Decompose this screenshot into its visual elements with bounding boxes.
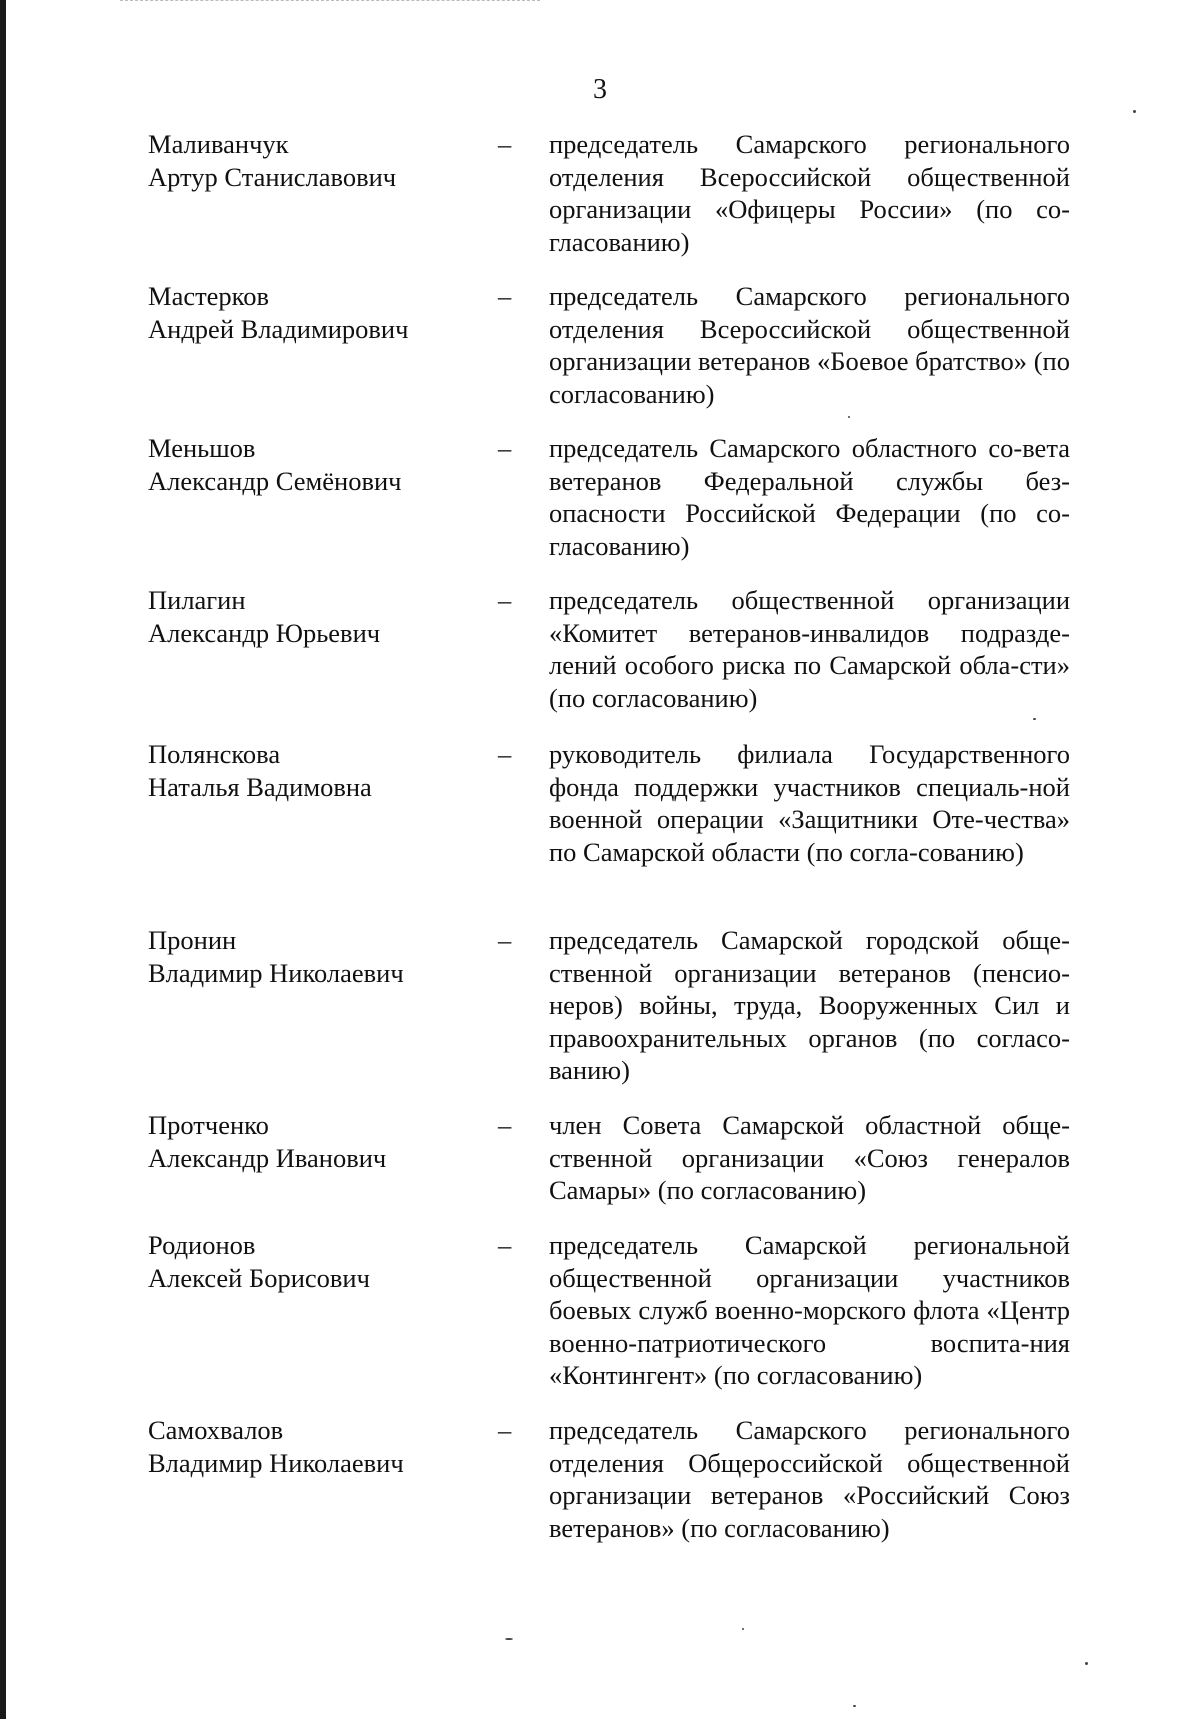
member-surname: Мастерков bbox=[148, 281, 269, 311]
member-name bbox=[148, 1109, 478, 1175]
member-name bbox=[148, 584, 478, 650]
entry-dash: – bbox=[498, 281, 512, 311]
entry-dash: – bbox=[498, 585, 512, 615]
entry-dash: – bbox=[498, 925, 512, 955]
member-position: председатель Самарской региональной общественной организации участников боевых служб военно-морского флота «Центр военно-патриотического воспита-ния «Контингент» (по согласованию) bbox=[549, 1230, 1070, 1391]
page-number: 3 bbox=[593, 74, 607, 105]
member-position: член Совета Самарской областной обще-ственной организации «Союз генералов Самары» (по согласованию) bbox=[549, 1110, 1070, 1206]
member-name bbox=[148, 432, 478, 498]
member-name bbox=[148, 1229, 478, 1295]
scan-speck bbox=[1085, 1662, 1088, 1665]
entry-dash: – bbox=[498, 129, 512, 159]
scan-speck bbox=[742, 1628, 744, 1630]
member-name bbox=[148, 280, 478, 346]
member-name bbox=[148, 738, 478, 804]
member-position: председатель Самарского регионального отделения Всероссийской общественной организации «Офицеры России» (по со-гласованию) bbox=[549, 129, 1070, 257]
member-name bbox=[148, 128, 478, 194]
member-given-names: Владимир Николаевич bbox=[148, 958, 404, 988]
member-surname: Пронин bbox=[148, 925, 237, 955]
member-position: председатель общественной организации «Комитет ветеранов-инвалидов подразде-лений особого риска по Самарской обла-сти» (по согласованию) bbox=[549, 585, 1070, 713]
member-position: председатель Самарской городской обще-ственной организации ветеранов (пенсио-неров) войны, труда, Вооруженных Сил и правоохранительных органов (по согласо-ванию) bbox=[549, 925, 1070, 1086]
member-surname: Пилагин bbox=[148, 585, 246, 615]
member-surname: Полянскова bbox=[148, 739, 281, 769]
scan-speck bbox=[505, 1638, 513, 1640]
scan-speck bbox=[853, 1705, 856, 1707]
member-surname: Родионов bbox=[148, 1230, 256, 1260]
entry-dash: – bbox=[498, 1110, 512, 1140]
member-surname: Меньшов bbox=[148, 433, 256, 463]
member-given-names: Артур Станиславович bbox=[148, 162, 397, 192]
member-given-names: Александр Иванович bbox=[148, 1143, 387, 1173]
member-given-names: Александр Семёнович bbox=[148, 466, 402, 496]
scan-top-artifact bbox=[120, 0, 540, 7]
scan-speck bbox=[1133, 110, 1136, 113]
member-position: председатель Самарского регионального отделения Общероссийской общественной организации ветеранов «Российский Союз ветеранов» (по согласованию) bbox=[549, 1415, 1070, 1543]
member-given-names: Андрей Владимирович bbox=[148, 314, 409, 344]
member-position: председатель Самарского областного со-вета ветеранов Федеральной службы без-опасности Российской Федерации (по со-гласованию) bbox=[549, 433, 1070, 561]
entry-dash: – bbox=[498, 739, 512, 769]
member-given-names: Владимир Николаевич bbox=[148, 1448, 404, 1478]
entry-dash: – bbox=[498, 1415, 512, 1445]
member-position: председатель Самарского регионального отделения Всероссийской общественной организации ветеранов «Боевое братство» (по согласованию) bbox=[549, 281, 1070, 409]
member-position: руководитель филиала Государственного фонда поддержки участников специаль-ной военной операции «Защитники Оте-чества» по Самарской области (по согла-сованию) bbox=[549, 739, 1070, 867]
entry-dash: – bbox=[498, 1230, 512, 1260]
scan-left-edge bbox=[0, 0, 6, 1719]
member-name bbox=[148, 1414, 478, 1480]
member-surname: Маливанчук bbox=[148, 129, 289, 159]
scan-speck bbox=[1033, 718, 1036, 720]
member-surname: Протченко bbox=[148, 1110, 269, 1140]
entry-dash: – bbox=[498, 433, 512, 463]
member-name bbox=[148, 924, 478, 990]
member-given-names: Наталья Вадимовна bbox=[148, 772, 372, 802]
scan-speck bbox=[848, 416, 850, 418]
member-surname: Самохвалов bbox=[148, 1415, 284, 1445]
member-given-names: Александр Юрьевич bbox=[148, 618, 381, 648]
member-given-names: Алексей Борисович bbox=[148, 1263, 370, 1293]
